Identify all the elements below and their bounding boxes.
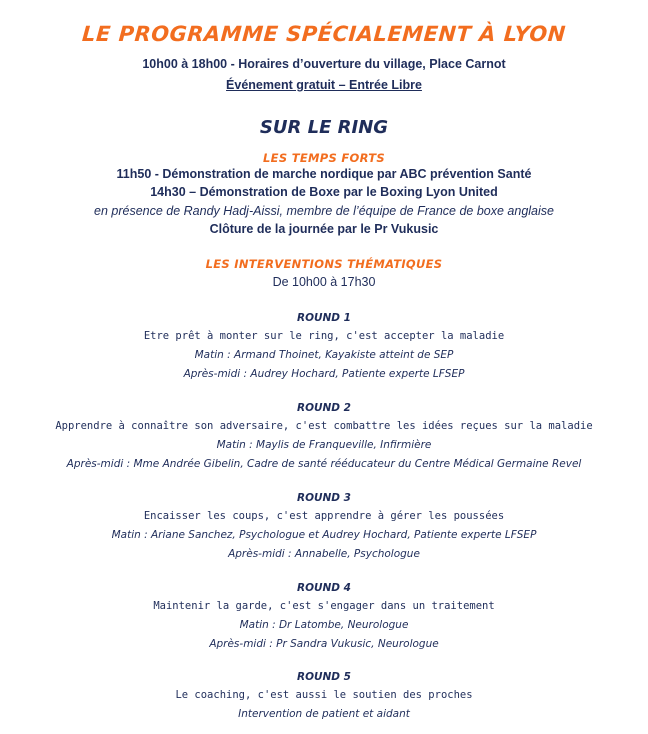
round-speaker: Après-midi : Mme Andrée Gibelin, Cadre de santé rééducateur du Centre Médical Germaine Revel bbox=[66, 458, 582, 470]
round-title: ROUND 5 bbox=[296, 671, 351, 683]
round-title: ROUND 3 bbox=[296, 492, 351, 504]
round-speaker: Après-midi : Annabelle, Psychologue bbox=[228, 548, 420, 560]
round-title: ROUND 1 bbox=[296, 312, 351, 324]
highlight-item: 11h50 - Démonstration de marche nordique par ABC prévention Santé bbox=[116, 167, 532, 181]
round-theme: Le coaching, c'est aussi le soutien des proches bbox=[175, 689, 473, 701]
round-title: ROUND 2 bbox=[296, 402, 351, 414]
round-theme: Maintenir la garde, c'est s'engager dans un traitement bbox=[153, 600, 495, 612]
highlight-item: 14h30 – Démonstration de Boxe par le Boxing Lyon United bbox=[150, 185, 498, 199]
round-speaker: Matin : Dr Latombe, Neurologue bbox=[239, 619, 409, 631]
round-speaker: Matin : Maylis de Franqueville, Infirmière bbox=[216, 439, 432, 451]
ring-section-title: SUR LE RING bbox=[259, 117, 389, 138]
round-speaker: Matin : Ariane Sanchez, Psychologue et Audrey Hochard, Patiente experte LFSEP bbox=[111, 529, 537, 541]
round-speaker: Intervention de patient et aidant bbox=[238, 708, 410, 720]
free-entry-note: Événement gratuit – Entrée Libre bbox=[226, 78, 422, 92]
thematic-hours: De 10h00 à 17h30 bbox=[272, 275, 376, 289]
round-speaker: Après-midi : Pr Sandra Vukusic, Neurologue bbox=[209, 638, 439, 650]
village-hours: 10h00 à 18h00 - Horaires d’ouverture du village, Place Carnot bbox=[142, 57, 506, 71]
highlight-item: Clôture de la journée par le Pr Vukusic bbox=[209, 222, 439, 236]
round-theme: Apprendre à connaître son adversaire, c'est combattre les idées reçues sur la maladie bbox=[55, 420, 593, 432]
round-speaker: Après-midi : Audrey Hochard, Patiente experte LFSEP bbox=[183, 368, 465, 380]
highlights-title: LES TEMPS FORTS bbox=[263, 151, 385, 165]
highlight-item: en présence de Randy Hadj-Aissi, membre de l’équipe de France de boxe anglaise bbox=[94, 204, 554, 218]
round-title: ROUND 4 bbox=[296, 582, 351, 594]
round-theme: Encaisser les coups, c'est apprendre à gérer les poussées bbox=[143, 510, 505, 522]
thematic-title: LES INTERVENTIONS THÉMATIQUES bbox=[205, 257, 443, 271]
page-title: LE PROGRAMME SPÉCIALEMENT À LYON bbox=[81, 22, 567, 46]
round-speaker: Matin : Armand Thoinet, Kayakiste atteint de SEP bbox=[194, 349, 454, 361]
round-theme: Etre prêt à monter sur le ring, c'est accepter la maladie bbox=[143, 330, 505, 342]
